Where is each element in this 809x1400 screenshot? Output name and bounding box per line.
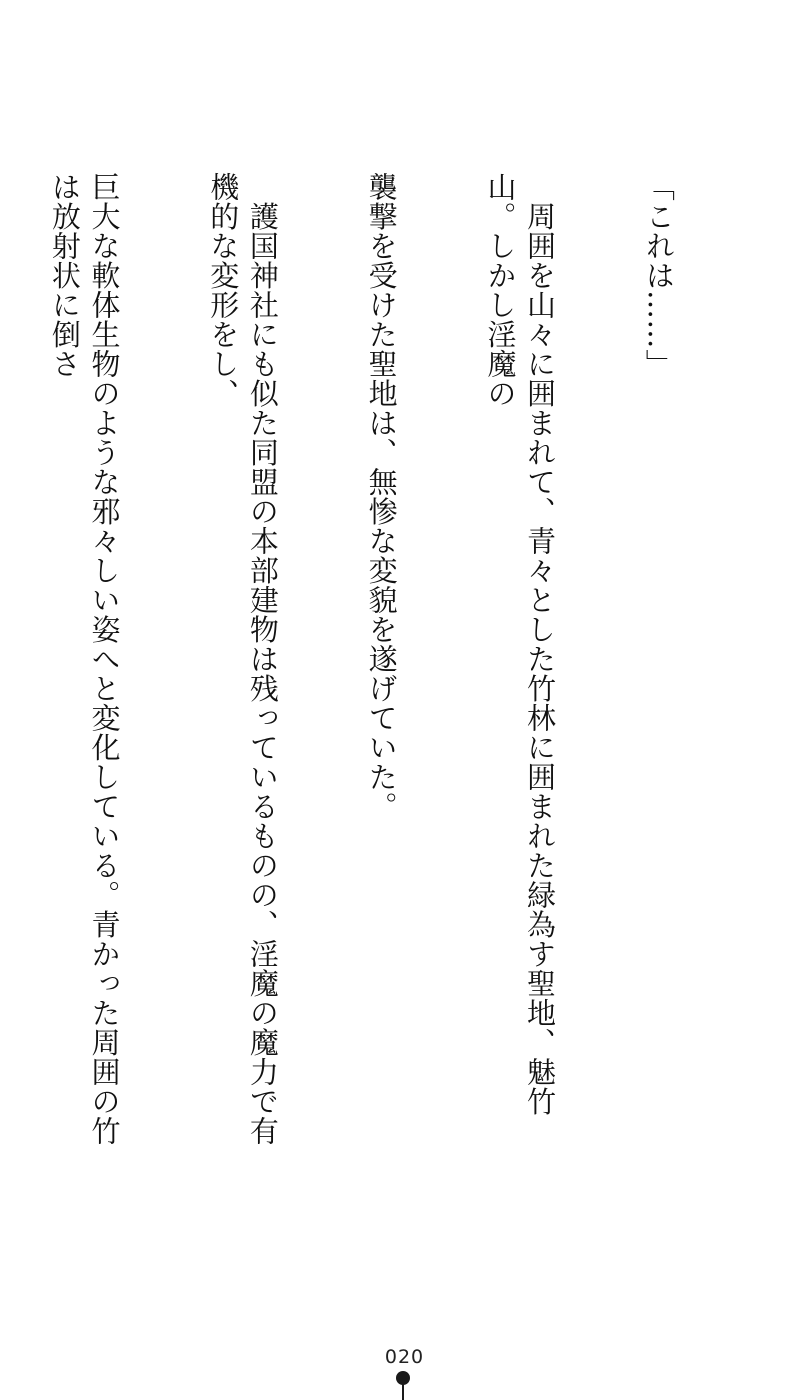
page-marker-dot xyxy=(396,1371,410,1385)
text-line: 護国神社にも似た同盟の本部建物は残っているものの、淫魔の魔力で有機的な変形をし、 xyxy=(206,172,280,1146)
page-marker-stem xyxy=(402,1384,404,1400)
text-line: 「これは……」 xyxy=(641,172,676,379)
page-number: 020 xyxy=(384,1346,425,1368)
vertical-text-block xyxy=(0,172,757,1152)
text-line: 襲撃を受けた聖地は、無惨な変貌を遂げていた。 xyxy=(364,172,399,821)
text-line: 巨大な軟体生物のような邪々しい姿へと変化している。青かった周囲の竹は放射状に倒さ xyxy=(47,172,122,1146)
text-line: 周囲を山々に囲まれて、青々とした竹林に囲まれた緑為す聖地、魅竹山。しかし淫魔の xyxy=(483,172,558,1116)
